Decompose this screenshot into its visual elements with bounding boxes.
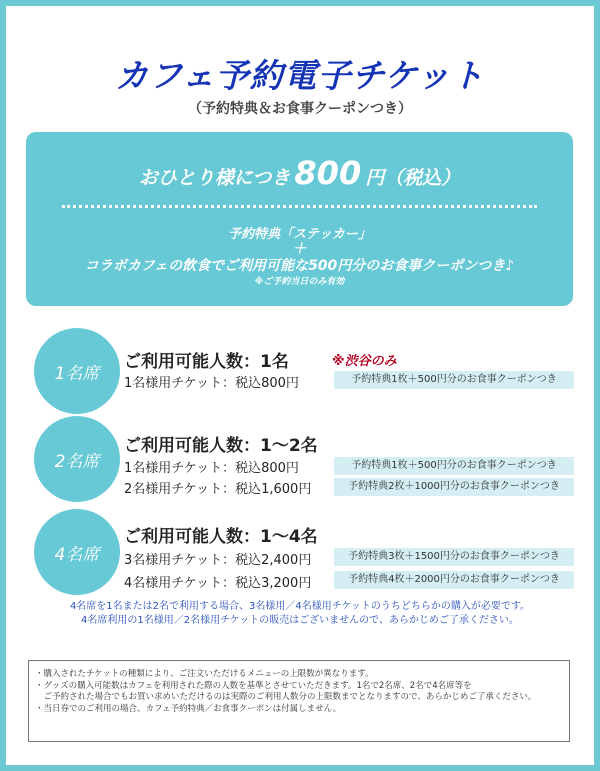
ticket-perk: 予約特典1枚＋500円分のお食事クーポンつき: [334, 457, 574, 475]
ticket-perk: 予約特典4枚＋2000円分のお食事クーポンつき: [334, 571, 574, 589]
ticket-perk: 予約特典1枚＋500円分のお食事クーポンつき: [334, 371, 574, 389]
seat-heading-1: ご利用可能人数：1名: [124, 352, 289, 372]
notice-line: ご予約された場合でもお買い求めいただけるのは実際のご利用人数分の上限数までとなりますので、あらかじめご了承ください。: [35, 692, 537, 702]
seat-circle-4: 4名席: [34, 509, 120, 595]
four-seat-note-2: 4名席利用の1名様用／2名様用チケットの販売はございませんので、あらかじめご了承ください。: [81, 615, 519, 626]
dotted-divider: [62, 205, 537, 208]
page-subtitle: （予約特典＆お食事クーポンつき）: [188, 101, 412, 117]
seat-circle-1: 1名席: [34, 328, 120, 414]
notice-line: ・当日券でのご利用の場合、カフェ予約特典／お食事クーポンは付属しません。: [35, 703, 342, 714]
price-line: [26, 154, 573, 192]
notice-line: ・購入されたチケットの種類により、ご注文いただけるメニューの上限数が異なります。: [35, 669, 374, 679]
benefit-plus: ＋: [292, 241, 307, 257]
shibuya-only-note: ※渋谷のみ: [332, 354, 397, 369]
ticket-label: 1名様用チケット：税込800円: [124, 376, 299, 391]
ticket-label: 4名様用チケット：税込3,200円: [124, 576, 312, 591]
benefit-coupon: コラボカフェの飲食でご利用可能な500円分のお食事クーポンつき♪: [84, 258, 515, 274]
notice-line: ・グッズの購入可能数はカフェを利用された際の人数を基準とさせていただきます。1名で2名席、2名で4名席等を: [35, 680, 472, 691]
ticket-perk: 予約特典3枚＋1500円分のお食事クーポンつき: [334, 548, 574, 566]
notice-box: [28, 660, 570, 742]
price-prefix: おひとり様につき: [138, 167, 291, 189]
ticket-label: 3名様用チケット：税込2,400円: [124, 553, 312, 568]
benefit-sticker: 予約特典「ステッカー」: [228, 227, 371, 242]
price-suffix: 円（税込）: [365, 167, 461, 189]
price-banner: [26, 132, 573, 306]
page-title: カフェ予約電子チケット: [115, 56, 485, 95]
ticket-label: 2名様用チケット：税込1,600円: [124, 482, 312, 497]
price-amount: 800: [294, 154, 362, 192]
seat-heading-4: ご利用可能人数：1〜4名: [124, 527, 318, 547]
validity-note: ※ご予約当日のみ有効: [254, 277, 345, 287]
seat-heading-2: ご利用可能人数：1〜2名: [124, 436, 318, 456]
ticket-perk: 予約特典2枚＋1000円分のお食事クーポンつき: [334, 478, 574, 496]
four-seat-note: 4名席を1名または2名で利用する場合、3名様用／4名様用チケットのうちどちらかの購入が必要です。: [69, 601, 531, 612]
ticket-label: 1名様用チケット：税込800円: [124, 461, 299, 476]
seat-circle-2: 2名席: [34, 416, 120, 502]
